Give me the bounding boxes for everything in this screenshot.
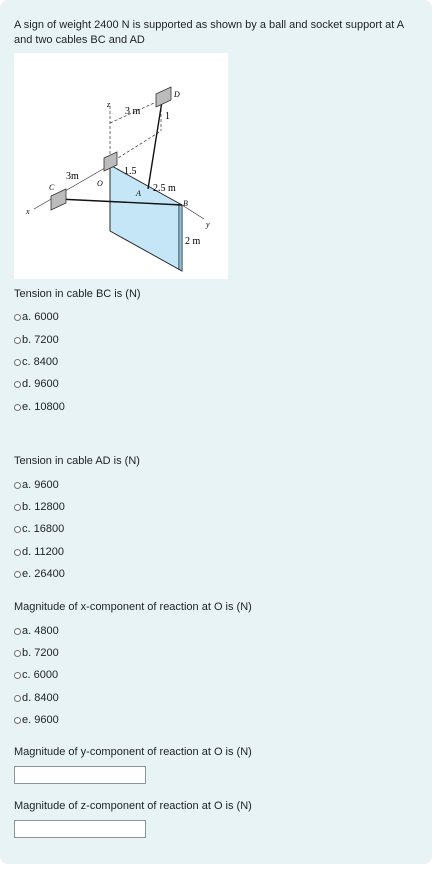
question-2-text: Tension in cable AD is (N)	[14, 455, 140, 467]
label-2m: 2 m	[185, 236, 201, 247]
label-1: 1	[165, 111, 170, 122]
label-3m-top: 3 m	[125, 106, 141, 117]
radio-button[interactable]	[14, 504, 21, 511]
question-intro: A sign of weight 2400 N is supported as shown by a ball and socket support at A and two cables BC and AD	[14, 19, 404, 46]
q2-option-e[interactable]: e. 26400	[14, 568, 65, 580]
label-o: O	[97, 179, 103, 188]
label-1-5: 1.5	[124, 166, 137, 177]
radio-button[interactable]	[14, 482, 21, 489]
radio-button[interactable]	[14, 359, 21, 366]
radio-button[interactable]	[14, 337, 21, 344]
q3-option-e[interactable]: e. 9600	[14, 714, 59, 726]
q2-option-c[interactable]: c. 16800	[14, 523, 64, 535]
q3-option-b[interactable]: b. 7200	[14, 647, 59, 659]
question-4-text: Magnitude of y-component of reaction at O is (N)	[14, 746, 252, 758]
question-1-text: Tension in cable BC is (N)	[14, 288, 141, 300]
label-a: A	[136, 189, 141, 198]
radio-button[interactable]	[14, 695, 21, 702]
radio-button[interactable]	[14, 628, 21, 635]
radio-button[interactable]	[14, 672, 21, 679]
cable-ad	[148, 95, 163, 189]
sign-diagram	[14, 53, 228, 279]
radio-button[interactable]	[14, 314, 21, 321]
radio-button[interactable]	[14, 381, 21, 388]
q2-option-b[interactable]: b. 12800	[14, 501, 65, 513]
label-y: y	[206, 220, 210, 229]
label-z: z	[107, 100, 111, 109]
label-x: x	[26, 207, 30, 216]
q1-option-d[interactable]: d. 9600	[14, 378, 59, 390]
z-component-answer-field[interactable]	[14, 820, 146, 838]
q3-option-a[interactable]: a. 4800	[14, 625, 59, 637]
radio-button[interactable]	[14, 526, 21, 533]
label-2-5m: 2.5 m	[153, 183, 176, 194]
q2-option-d[interactable]: d. 11200	[14, 546, 64, 558]
q1-option-c[interactable]: c. 8400	[14, 356, 58, 368]
q1-option-a[interactable]: a. 6000	[14, 311, 59, 323]
q3-option-d[interactable]: d. 8400	[14, 692, 59, 704]
label-d: D	[174, 90, 180, 99]
label-c: C	[49, 183, 55, 192]
question-3-text: Magnitude of x-component of reaction at O is (N)	[14, 601, 252, 613]
question-5-text: Magnitude of z-component of reaction at O is (N)	[14, 800, 252, 812]
q3-option-c[interactable]: c. 6000	[14, 669, 58, 681]
q1-option-e[interactable]: e. 10800	[14, 401, 65, 413]
label-b: B	[183, 199, 188, 208]
sign-panel	[110, 165, 182, 271]
radio-button[interactable]	[14, 650, 21, 657]
y-component-answer-field[interactable]	[14, 766, 146, 784]
radio-button[interactable]	[14, 404, 21, 411]
radio-button[interactable]	[14, 717, 21, 724]
radio-button[interactable]	[14, 549, 21, 556]
q2-option-a[interactable]: a. 9600	[14, 479, 59, 491]
q1-option-b[interactable]: b. 7200	[14, 334, 59, 346]
label-3m-left: 3m	[66, 171, 79, 182]
radio-button[interactable]	[14, 571, 21, 578]
